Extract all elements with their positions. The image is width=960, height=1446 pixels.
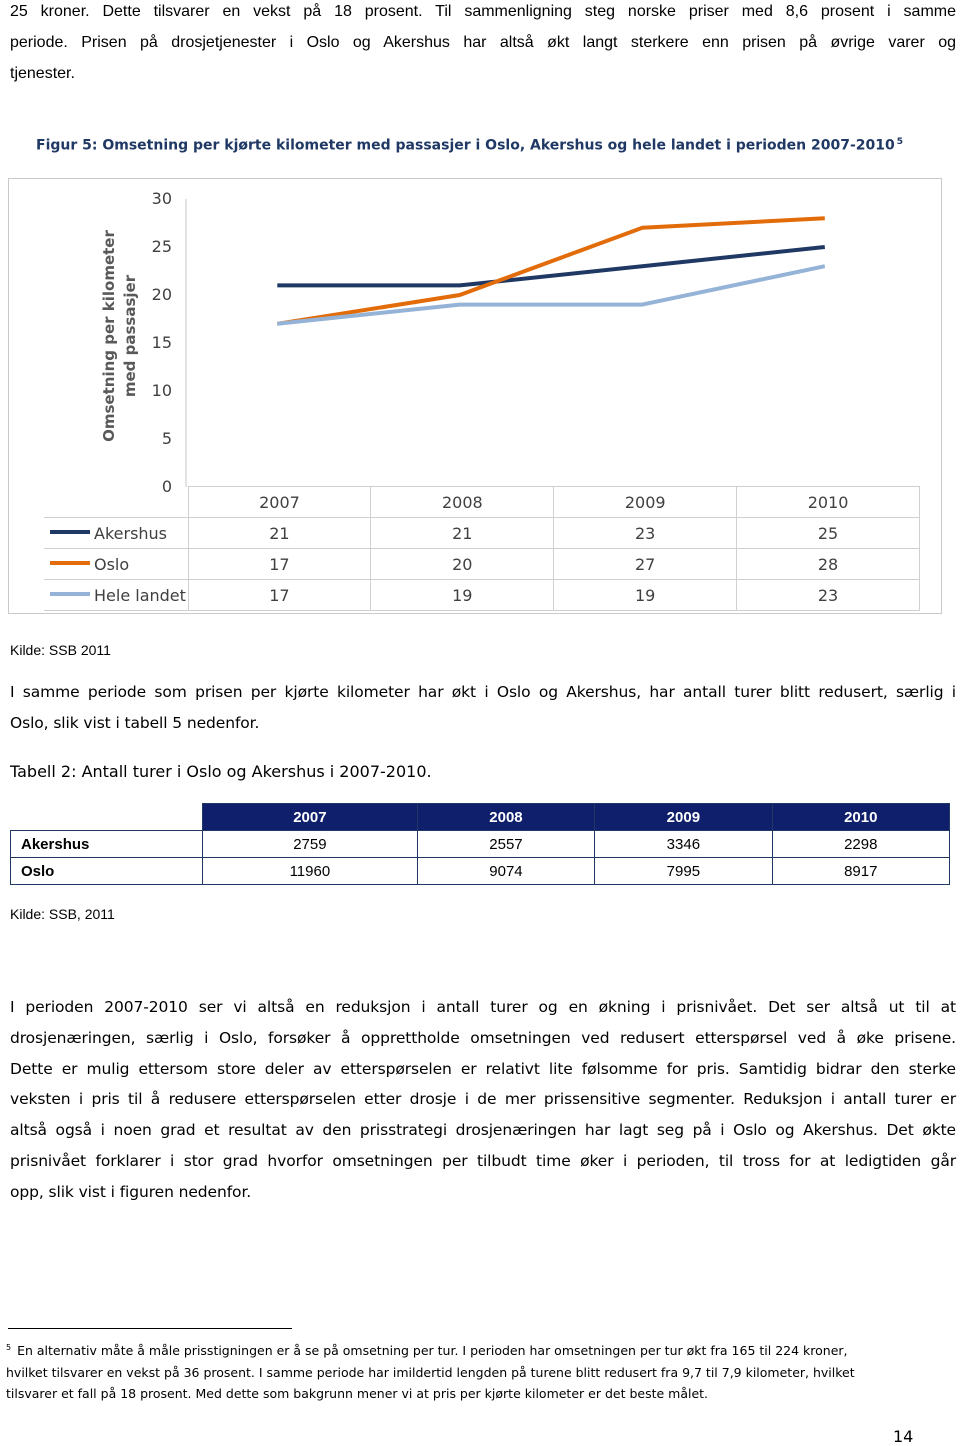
footnote-line: tilsvarer et fall på 18 prosent. Med dette som bakgrunn mener vi at pris per kjørte kilometer er det beste målet. xyxy=(6,1386,709,1402)
legend-key xyxy=(50,530,90,534)
chart-table-corner xyxy=(44,487,188,518)
legend-key xyxy=(50,561,90,565)
table-source: Kilde: SSB, 2011 xyxy=(10,906,115,922)
chart-data-table xyxy=(44,486,920,611)
row-label: Akershus xyxy=(11,831,203,858)
data-label: 27 xyxy=(554,549,737,580)
y-tick-label: 20 xyxy=(151,285,172,304)
y-axis-label xyxy=(99,230,141,442)
y-tick-label: 30 xyxy=(151,189,172,208)
footnote-line: hvilket tilsvarer en vekst på 36 prosent. I samme periode har imildertid lengden på turene blitt redusert fra 9,7 til 7,9 kilometer, hvilket xyxy=(6,1364,855,1380)
trips-table-header: 2009 xyxy=(595,804,772,831)
x-tick-label: 2008 xyxy=(371,487,554,518)
data-label: 23 xyxy=(737,580,920,611)
row-label: Oslo xyxy=(11,858,203,885)
data-label: 19 xyxy=(371,580,554,611)
bottom-paragraph-line: I perioden 2007-2010 ser vi altså en reduksjon i antall turer og en økning i prisnivået. Det ser altså ut til at xyxy=(10,998,956,1016)
chart-table-row xyxy=(44,518,920,549)
footnote-ref: 5 xyxy=(896,137,903,147)
trips-table-header-row xyxy=(11,804,950,831)
figure-caption-text: Figur 5: Omsetning per kjørte kilometer med passasjer i Oslo, Akershus og hele landet i perioden 2007-2010 xyxy=(36,137,895,154)
x-tick-label: 2007 xyxy=(188,487,371,518)
legend-label: Akershus xyxy=(94,523,168,543)
bottom-paragraph-line: opp, slik vist i figuren nedenfor. xyxy=(10,1182,252,1201)
y-tick-label: 10 xyxy=(151,381,172,400)
table-cell: 2557 xyxy=(417,831,594,858)
table-cell: 3346 xyxy=(595,831,772,858)
data-label: 21 xyxy=(371,518,554,549)
middle-paragraph xyxy=(10,677,956,739)
legend-key xyxy=(50,592,90,596)
data-label: 23 xyxy=(554,518,737,549)
footnote-line xyxy=(6,1337,918,1362)
table-cell: 8917 xyxy=(772,858,949,885)
data-label: 21 xyxy=(188,518,371,549)
table-cell: 2298 xyxy=(772,831,949,858)
chart-source: Kilde: SSB 2011 xyxy=(10,642,111,658)
y-tick-label: 5 xyxy=(161,429,172,448)
legend-entry xyxy=(44,518,188,549)
y-axis-label-line: Omsetning per kilometer xyxy=(100,230,118,442)
chart-table-row xyxy=(44,549,920,580)
bottom-paragraph-line: Dette er mulig ettersom store deler av etterspørselen er relativt lite følsomme for pris. Samtidig bidrar den sterke xyxy=(10,1059,956,1078)
footnote-text: En alternativ måte å måle prisstigningen er å se på omsetning per tur. I perioden har omsetningen per tur økt fra 165 til 224 kroner, xyxy=(17,1343,848,1359)
chart-table-header-row xyxy=(44,487,920,518)
bottom-paragraph-line: altså også i noen grad et resultat av den prisstrategi drosjenæringen har lagt seg på i Oslo og Akershus. Det økte xyxy=(10,1121,956,1140)
x-tick-label: 2009 xyxy=(554,487,737,518)
series-line-akershus xyxy=(277,247,825,285)
data-label: 17 xyxy=(188,549,371,580)
table-caption: Tabell 2: Antall turer i Oslo og Akershus i 2007-2010. xyxy=(10,762,432,781)
page-number: 14 xyxy=(893,1427,914,1446)
legend-entry xyxy=(44,580,188,611)
footnote-number: 5 xyxy=(6,1343,12,1352)
middle-paragraph-line: Oslo, slik vist i tabell 5 nedenfor. xyxy=(10,713,260,732)
bottom-paragraph-line: drosjenæringen, særlig i Oslo, forsøker å opprettholde omsetningen ved redusert etterspørsel ved å øke prisene. xyxy=(10,1028,956,1047)
table-cell: 2759 xyxy=(203,831,418,858)
legend-label: Oslo xyxy=(94,554,130,574)
trips-table-header: 2007 xyxy=(203,804,418,831)
data-label: 17 xyxy=(188,580,371,611)
footnote xyxy=(6,1337,918,1405)
trips-table-header: 2008 xyxy=(417,804,594,831)
data-label: 25 xyxy=(737,518,920,549)
legend-entry xyxy=(44,549,188,580)
table-cell: 11960 xyxy=(203,858,418,885)
figure-caption xyxy=(36,137,903,154)
data-label: 19 xyxy=(554,580,737,611)
trips-table-row xyxy=(11,858,950,885)
y-tick-label: 15 xyxy=(151,333,172,352)
top-paragraph-line: periode. Prisen på drosjetjenester i Oslo og Akershus har altså økt langt sterkere enn prisen på øvrige varer og xyxy=(10,34,956,51)
bottom-paragraph xyxy=(10,992,956,1208)
top-paragraph xyxy=(10,0,956,89)
legend-label: Hele landet xyxy=(94,585,186,605)
y-tick-label: 0 xyxy=(161,477,172,496)
table-cell: 7995 xyxy=(595,858,772,885)
bottom-paragraph-line: prisnivået forklarer i stor grad hvorfor omsetningen per tilbudt time øker i perioden, til tross for at ledigtiden går xyxy=(10,1151,956,1170)
line-chart-plot xyxy=(186,199,920,487)
y-tick-label: 25 xyxy=(151,237,172,256)
trips-table xyxy=(10,803,950,885)
bottom-paragraph-line: veksten i pris til å redusere etterspørselen etter drosje i de mer prissensitive segmenter. Reduksjon i antall turer er xyxy=(10,1090,956,1109)
data-label: 20 xyxy=(371,549,554,580)
trips-table-corner xyxy=(11,804,203,831)
data-label: 28 xyxy=(737,549,920,580)
chart-table-row xyxy=(44,580,920,611)
middle-paragraph-line: I samme periode som prisen per kjørte kilometer har økt i Oslo og Akershus, har antall turer blitt redusert, særlig i xyxy=(10,683,956,701)
series-line-oslo xyxy=(277,218,825,324)
y-axis-label-box xyxy=(96,230,144,442)
footnote-separator xyxy=(8,1328,292,1329)
table-cell: 9074 xyxy=(417,858,594,885)
y-axis-label-line: med passasjer xyxy=(121,274,139,398)
x-tick-label: 2010 xyxy=(737,487,920,518)
top-paragraph-line: 25 kroner. Dette tilsvarer en vekst på 18 prosent. Til sammenligning steg norske priser med 8,6 prosent i samme xyxy=(10,3,956,20)
top-paragraph-line: tjenester. xyxy=(10,65,75,82)
trips-table-row xyxy=(11,831,950,858)
trips-table-header: 2010 xyxy=(772,804,949,831)
